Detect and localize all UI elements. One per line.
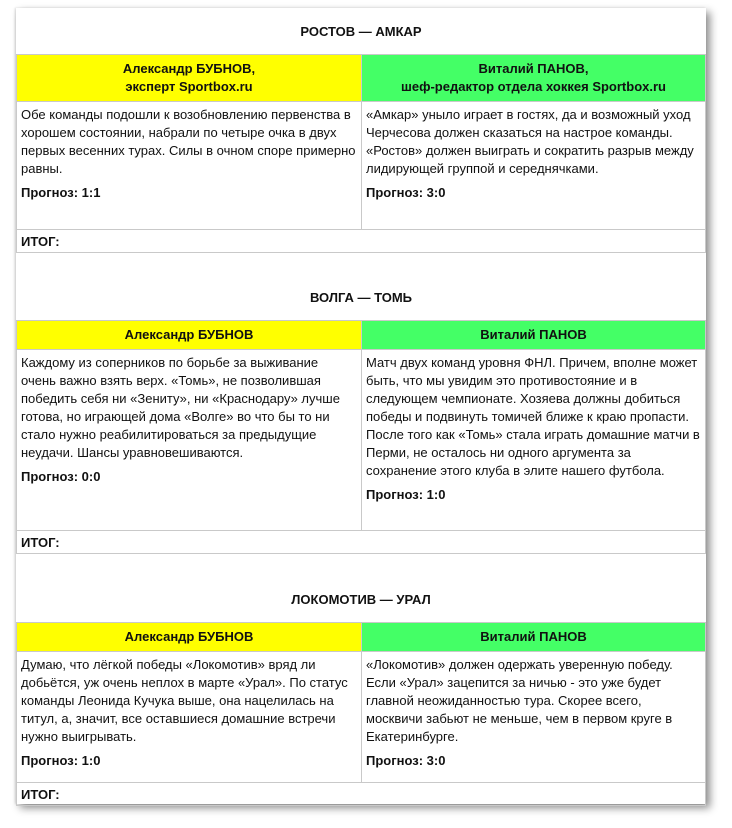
result-row: ИТОГ: (17, 783, 706, 806)
opinion-cell-bubnov (17, 102, 362, 230)
match-title: ЛОКОМОТИВ — УРАЛ (291, 592, 431, 607)
opinion-cell-panov (362, 652, 706, 783)
expert-header-panov (362, 623, 706, 652)
expert-name: Виталий ПАНОВ (480, 629, 587, 644)
opinion-cell-panov (362, 350, 706, 531)
forecast-score: Прогноз: 1:1 (21, 185, 101, 200)
expert-header-bubnov (17, 55, 362, 102)
forecast-score: Прогноз: 3:0 (366, 753, 446, 768)
result-row: ИТОГ: (17, 230, 706, 253)
result-row: ИТОГ: (17, 531, 706, 554)
expert-name: Александр БУБНОВ, (122, 61, 256, 76)
opinion-cell-bubnov (17, 350, 362, 531)
opinion-cell-panov (362, 102, 706, 230)
expert-name: Виталий ПАНОВ (480, 327, 587, 342)
opinion-text: Думаю, что лёгкой победы «Локомотив» вряд ли добьётся, уж очень неплох в марте «Урал». По статус команды Леонида Кучука выше, она нацелилась на титул, а, значит, все оставшиеся домашние встречи нужно выигрывать. (21, 657, 348, 744)
expert-header-bubnov (17, 321, 362, 350)
forecast-score: Прогноз: 1:0 (366, 487, 446, 502)
forecast-score: Прогноз: 0:0 (21, 469, 101, 484)
match-block-volga-tom (16, 276, 706, 554)
expert-name: Виталий ПАНОВ, (478, 61, 589, 76)
opinion-text: Каждому из соперников по борьбе за выживание очень важно взять верх. «Томь», не позволившая победить себя ни «Зениту», ни «Краснодару» лучше готова, но играющей дома «Волге» во что бы то ни стало нужно реабилитироваться за предыдущие неудачи. Шансы уравновешиваются. (21, 355, 340, 460)
expert-header-panov (362, 55, 706, 102)
expert-header-bubnov (17, 623, 362, 652)
forecast-page (16, 8, 706, 804)
forecast-table (16, 622, 706, 806)
match-title: РОСТОВ — АМКАР (300, 24, 422, 39)
opinion-text: «Локомотив» должен одержать уверенную победу. Если «Урал» зацепится за ничью - это уже будет главной неожиданностью тура. Скорее всего, москвичи забьют не меньше, чем в первом круге в Екатеринбурге. (366, 657, 673, 744)
match-block-lokomotiv-ural (16, 578, 706, 806)
expert-header-panov (362, 321, 706, 350)
expert-role: эксперт Sportbox.ru (125, 79, 253, 94)
forecast-score: Прогноз: 1:0 (21, 753, 101, 768)
forecast-score: Прогноз: 3:0 (366, 185, 446, 200)
opinion-text: Обе команды подошли к возобновлению первенства в хорошем состоянии, набрали по четыре очка в двух первых весенних турах. Силы в очном споре примерно равны. (21, 107, 356, 176)
expert-name: Александр БУБНОВ (124, 629, 254, 644)
expert-role: шеф-редактор отдела хоккея Sportbox.ru (401, 79, 666, 94)
match-block-rostov-amkar (16, 10, 706, 253)
match-title: ВОЛГА — ТОМЬ (309, 290, 413, 305)
opinion-text: Матч двух команд уровня ФНЛ. Причем, вполне может быть, что мы увидим это противостояние и в следующем чемпионате. Хозяева должны добиться победы и подвинуть томичей ближе к краю пропасти. После того как «Томь» стала играть домашние матчи в Перми, не осталось ни одного аргумента за сохранение этого клуба в элите нашего футбола. (366, 355, 700, 478)
opinion-text: «Амкар» уныло играет в гостях, да и возможный уход Черчесова должен сказаться на настрое команды. «Ростов» должен выиграть и сократить разрыв между лидирующей группой и середнячками. (366, 107, 694, 176)
forecast-table (16, 54, 706, 253)
forecast-table (16, 320, 706, 554)
expert-name: Александр БУБНОВ (124, 327, 254, 342)
opinion-cell-bubnov (17, 652, 362, 783)
